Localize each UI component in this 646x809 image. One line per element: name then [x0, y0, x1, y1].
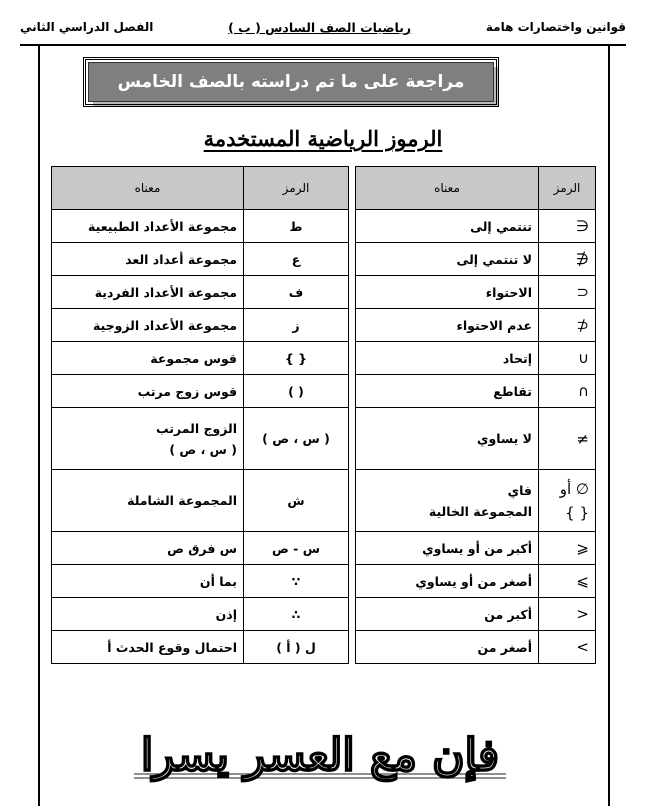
symbol-cell-text: ⊄ — [576, 316, 589, 334]
symbol-cell-2 — [244, 309, 349, 342]
table-row — [52, 565, 596, 598]
symbol-cell-2-text: س - ص — [272, 540, 320, 556]
symbol-cell — [539, 276, 596, 309]
symbol-cell-2-text: ل ( أ ) — [276, 639, 316, 655]
symbol-cell-2 — [244, 243, 349, 276]
symbol-cell — [539, 631, 596, 664]
header-right-title: قوانين واختصارات هامة — [485, 20, 626, 34]
table-row — [52, 309, 596, 342]
column-gap — [349, 408, 356, 470]
symbol-cell — [539, 470, 596, 532]
meaning-cell — [356, 532, 539, 565]
symbol-cell-2 — [244, 210, 349, 243]
column-gap — [349, 375, 356, 408]
meaning-cell-2-text: بما أن — [199, 573, 237, 589]
symbol-cell-2-text: ( ) — [288, 383, 304, 399]
meaning-cell-2 — [52, 631, 244, 664]
symbol-cell — [539, 565, 596, 598]
meaning-cell-2-text: الزوج المرتب — [156, 420, 237, 436]
banner-text: مراجعة على ما تم دراسته بالصف الخامس — [117, 72, 465, 92]
symbol-cell — [539, 375, 596, 408]
meaning-cell — [356, 342, 539, 375]
table-row — [52, 276, 596, 309]
meaning-cell-text: أصغر من أو يساوي — [415, 573, 532, 589]
meaning-cell-2 — [52, 408, 244, 470]
meaning-cell-2 — [52, 309, 244, 342]
meaning-cell — [356, 243, 539, 276]
meaning-cell-text: لا تنتمي إلى — [456, 251, 532, 267]
header-symbol-1: الرمز — [539, 167, 596, 210]
table-row — [52, 408, 596, 470]
meaning-cell-2-text: قوس مجموعة — [150, 350, 237, 366]
symbol-cell-2-text: { } — [284, 350, 308, 366]
symbol-cell-text: < — [576, 605, 589, 623]
meaning-cell-text: تنتمي إلى — [470, 218, 532, 234]
symbol-cell-text: ∪ — [578, 349, 589, 367]
meaning-cell-text: الاحتواء — [485, 284, 532, 300]
meaning-cell-2-text: مجموعة الأعداد الطبيعية — [88, 218, 237, 234]
symbol-cell — [539, 309, 596, 342]
column-gap — [349, 598, 356, 631]
review-banner — [88, 62, 494, 102]
meaning-cell-2-text: مجموعة الأعداد الزوجية — [92, 317, 237, 333]
symbol-cell-text: ∈ — [575, 217, 589, 235]
meaning-cell-text: أكبر من — [484, 606, 532, 622]
column-gap — [349, 342, 356, 375]
symbol-cell-2-text: ع — [291, 251, 301, 267]
symbol-cell-2 — [244, 631, 349, 664]
symbol-cell-2-text: ∵ — [291, 573, 301, 589]
symbol-cell — [539, 598, 596, 631]
header-meaning-2: معناه — [52, 167, 244, 210]
symbol-cell-2-text: ∴ — [291, 606, 301, 622]
symbol-cell-2-text: ط — [289, 218, 303, 234]
symbol-cell — [539, 243, 596, 276]
symbol-cell-text: ∅ أو — [559, 479, 589, 498]
table-row — [52, 375, 596, 408]
meaning-cell-2 — [52, 532, 244, 565]
symbol-cell-2 — [244, 565, 349, 598]
symbol-cell-text: ⩾ — [576, 572, 589, 590]
symbol-cell-2 — [244, 375, 349, 408]
column-gap — [349, 276, 356, 309]
column-gap — [349, 631, 356, 664]
meaning-cell-2 — [52, 210, 244, 243]
table-row — [52, 342, 596, 375]
meaning-cell-text: فاي — [507, 482, 532, 498]
symbol-cell-2 — [244, 598, 349, 631]
symbol-cell-text: ⊂ — [576, 283, 589, 301]
meaning-cell-2 — [52, 276, 244, 309]
symbol-cell-2-text: ( س ، ص ) — [262, 431, 330, 446]
meaning-cell-2 — [52, 342, 244, 375]
meaning-cell-2-text: المجموعة الشاملة — [127, 493, 237, 508]
column-gap — [349, 309, 356, 342]
meaning-cell-text: لا يساوي — [477, 431, 532, 446]
symbol-cell-text: ∉ — [575, 250, 589, 268]
column-gap — [349, 532, 356, 565]
column-gap — [349, 243, 356, 276]
meaning-cell-text: المجموعة الخالية — [428, 503, 532, 519]
table-row — [52, 532, 596, 565]
section-title: الرموز الرياضية المستخدمة — [203, 126, 443, 151]
calligraphy-image — [130, 712, 510, 796]
table-row — [52, 210, 596, 243]
meaning-cell-2-text: إذن — [215, 606, 237, 622]
symbols-table — [51, 166, 596, 664]
symbol-cell-text: ⩽ — [576, 539, 589, 557]
meaning-cell — [356, 210, 539, 243]
symbol-cell — [539, 210, 596, 243]
calligraphy-text: فإن مع العسر يسرا — [140, 730, 500, 781]
table-row — [52, 631, 596, 664]
meaning-cell-2-text: مجموعة أعداد العد — [125, 251, 237, 267]
table-header-row — [52, 167, 596, 210]
meaning-cell — [356, 631, 539, 664]
header-symbol-2: الرمز — [244, 167, 349, 210]
column-gap — [349, 565, 356, 598]
symbol-cell-2-text: ز — [292, 317, 300, 333]
symbol-cell-2 — [244, 342, 349, 375]
meaning-cell-2 — [52, 375, 244, 408]
table-row — [52, 243, 596, 276]
meaning-cell-2 — [52, 243, 244, 276]
meaning-cell-2-text: س فرق ص — [167, 540, 237, 556]
meaning-cell-text: إتحاد — [502, 350, 532, 366]
symbol-cell — [539, 342, 596, 375]
symbol-cell-2 — [244, 276, 349, 309]
symbol-cell-text: ≠ — [576, 429, 589, 448]
table-row — [52, 470, 596, 532]
meaning-cell-2 — [52, 565, 244, 598]
meaning-cell-text: أكبر من أو يساوي — [422, 540, 532, 556]
meaning-cell — [356, 565, 539, 598]
column-gap — [349, 210, 356, 243]
symbol-cell — [539, 532, 596, 565]
meaning-cell-2-text: قوس زوج مرتب — [137, 383, 237, 399]
symbol-cell-text: ∩ — [578, 382, 589, 400]
meaning-cell-text: تقاطع — [493, 383, 532, 399]
meaning-cell-text: أصغر من — [477, 639, 532, 655]
header-center-title: رياضيات الصف السادس ( ب ) — [228, 19, 412, 35]
column-gap — [349, 470, 356, 532]
symbol-cell-2-text: ش — [287, 493, 305, 508]
meaning-cell-2-text: ( س ، ص ) — [169, 441, 237, 457]
symbol-cell-text: { } — [565, 503, 589, 522]
column-gap — [349, 167, 356, 210]
symbol-cell-2 — [244, 470, 349, 532]
table-row — [52, 598, 596, 631]
meaning-cell — [356, 470, 539, 532]
symbol-cell-2-text: ف — [288, 284, 304, 300]
symbol-cell — [539, 408, 596, 470]
meaning-cell-2 — [52, 470, 244, 532]
meaning-cell-text: عدم الاحتواء — [456, 317, 532, 333]
header-divider — [20, 44, 626, 46]
meaning-cell-2-text: مجموعة الأعداد الفردية — [94, 284, 237, 300]
meaning-cell — [356, 309, 539, 342]
page-header — [20, 14, 626, 40]
meaning-cell-2 — [52, 598, 244, 631]
symbol-cell-text: > — [576, 638, 589, 656]
meaning-cell — [356, 408, 539, 470]
header-left-title: الفصل الدراسي الثاني — [20, 20, 154, 34]
table-body — [52, 210, 596, 664]
symbol-cell-2 — [244, 532, 349, 565]
meaning-cell — [356, 375, 539, 408]
meaning-cell — [356, 276, 539, 309]
header-meaning-1: معناه — [356, 167, 539, 210]
meaning-cell — [356, 598, 539, 631]
symbol-cell-2 — [244, 408, 349, 470]
meaning-cell-2-text: احتمال وقوع الحدث أ — [107, 639, 237, 655]
